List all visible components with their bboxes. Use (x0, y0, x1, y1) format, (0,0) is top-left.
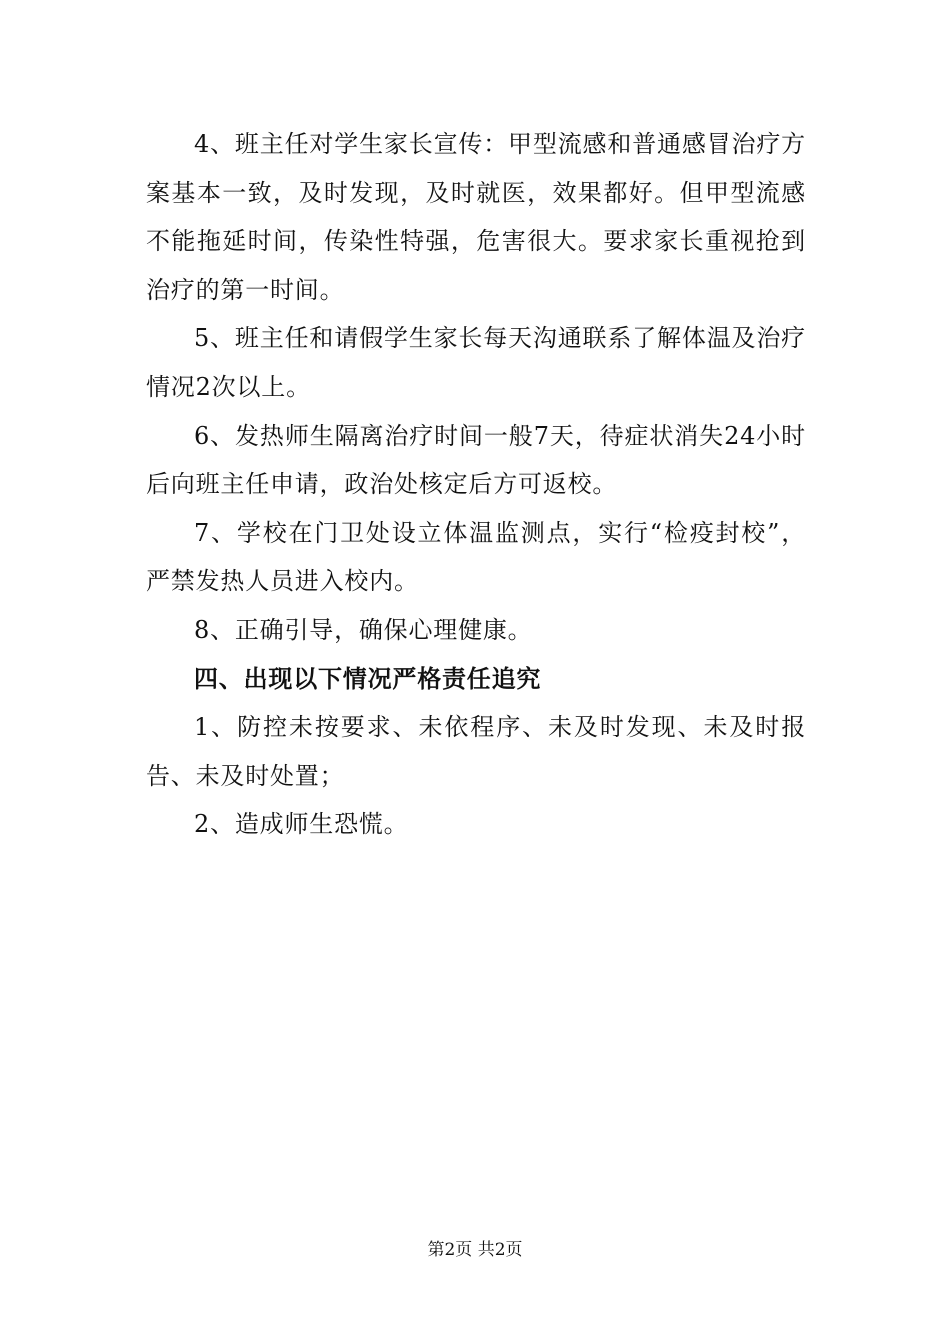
paragraph-item-7: 7、学校在门卫处设立体温监测点，实行“检疫封校”，严禁发热人员进入校内。 (146, 518, 806, 596)
paragraph-item-5: 5、班主任和请假学生家长每天沟通联系了解体温及治疗情况2次以上。 (146, 324, 806, 401)
page-footer: 第2页 共2页 (427, 1240, 523, 1260)
paragraph-item-8: 8、正确引导，确保心理健康。 (194, 615, 533, 644)
paragraph-item-6: 6、发热师生隔离治疗时间一般7天，待症状消失24小时后向班主任申请，政治处核定后方可返校。 (146, 421, 806, 499)
document-body (146, 120, 806, 849)
section-heading: 四、出现以下情况严格责任追究 (194, 664, 542, 693)
paragraph-item-4: 4、班主任对学生家长宣传：甲型流感和普通感冒治疗方案基本一致，及时发现，及时就医，效果都好。但甲型流感不能拖延时间，传染性特强，危害很大。要求家长重视抢到治疗的第一时间。 (146, 130, 806, 304)
section-item-2: 2、造成师生恐慌。 (194, 810, 409, 839)
section-item-1: 1、防控未按要求、未依程序、未及时发现、未及时报告、未及时处置； (146, 713, 806, 790)
